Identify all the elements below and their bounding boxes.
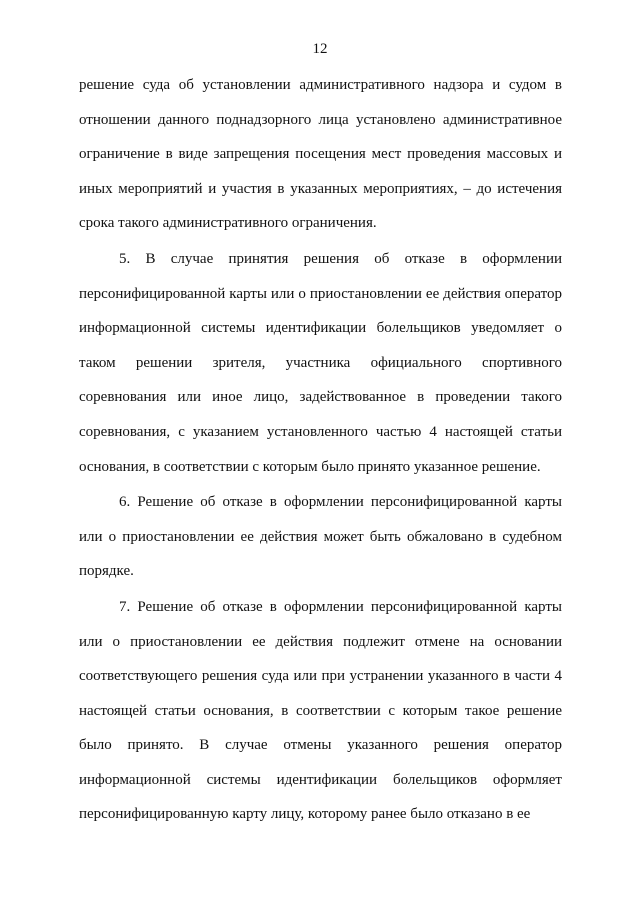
- paragraph-continuation: решение суда об установлении административного надзора и судом в отношении данного поднадзорного лица установлено административное ограничение в виде запрещения посещения мест проведения массовых и иных мероприятий и участия в указанных мероприятиях, – до истечения срока такого административного ограничения.: [79, 77, 562, 232]
- paragraph-item-7: 7. Решение об отказе в оформлении персонифицированной карты или о приостановлении ее действия подлежит отмене на основании соответствующего решения суда или при устранении указанного в части 4 настоящей статьи основания, в соответствии с которым такое решение было принято. В случае отмены указанного решения оператор информационной системы идентификации болельщиков оформляет персонифицированную карту лицу, которому ранее было отказано в ее: [79, 598, 562, 823]
- document-body: [79, 68, 562, 832]
- paragraph-item-6: 6. Решение об отказе в оформлении персонифицированной карты или о приостановлении ее действия может быть обжаловано в судебном порядке.: [79, 494, 562, 580]
- page-number: 12: [312, 41, 328, 57]
- paragraph-item-5: 5. В случае принятия решения об отказе в оформлении персонифицированной карты или о приостановлении ее действия оператор информационной системы идентификации болельщиков уведомляет о таком решении зрителя, участника официального спортивного соревнования или иное лицо, задействованное в проведении такого соревнования, с указанием установленного частью 4 настоящей статьи основания, в соответствии с которым было принято указанное решение.: [79, 250, 562, 475]
